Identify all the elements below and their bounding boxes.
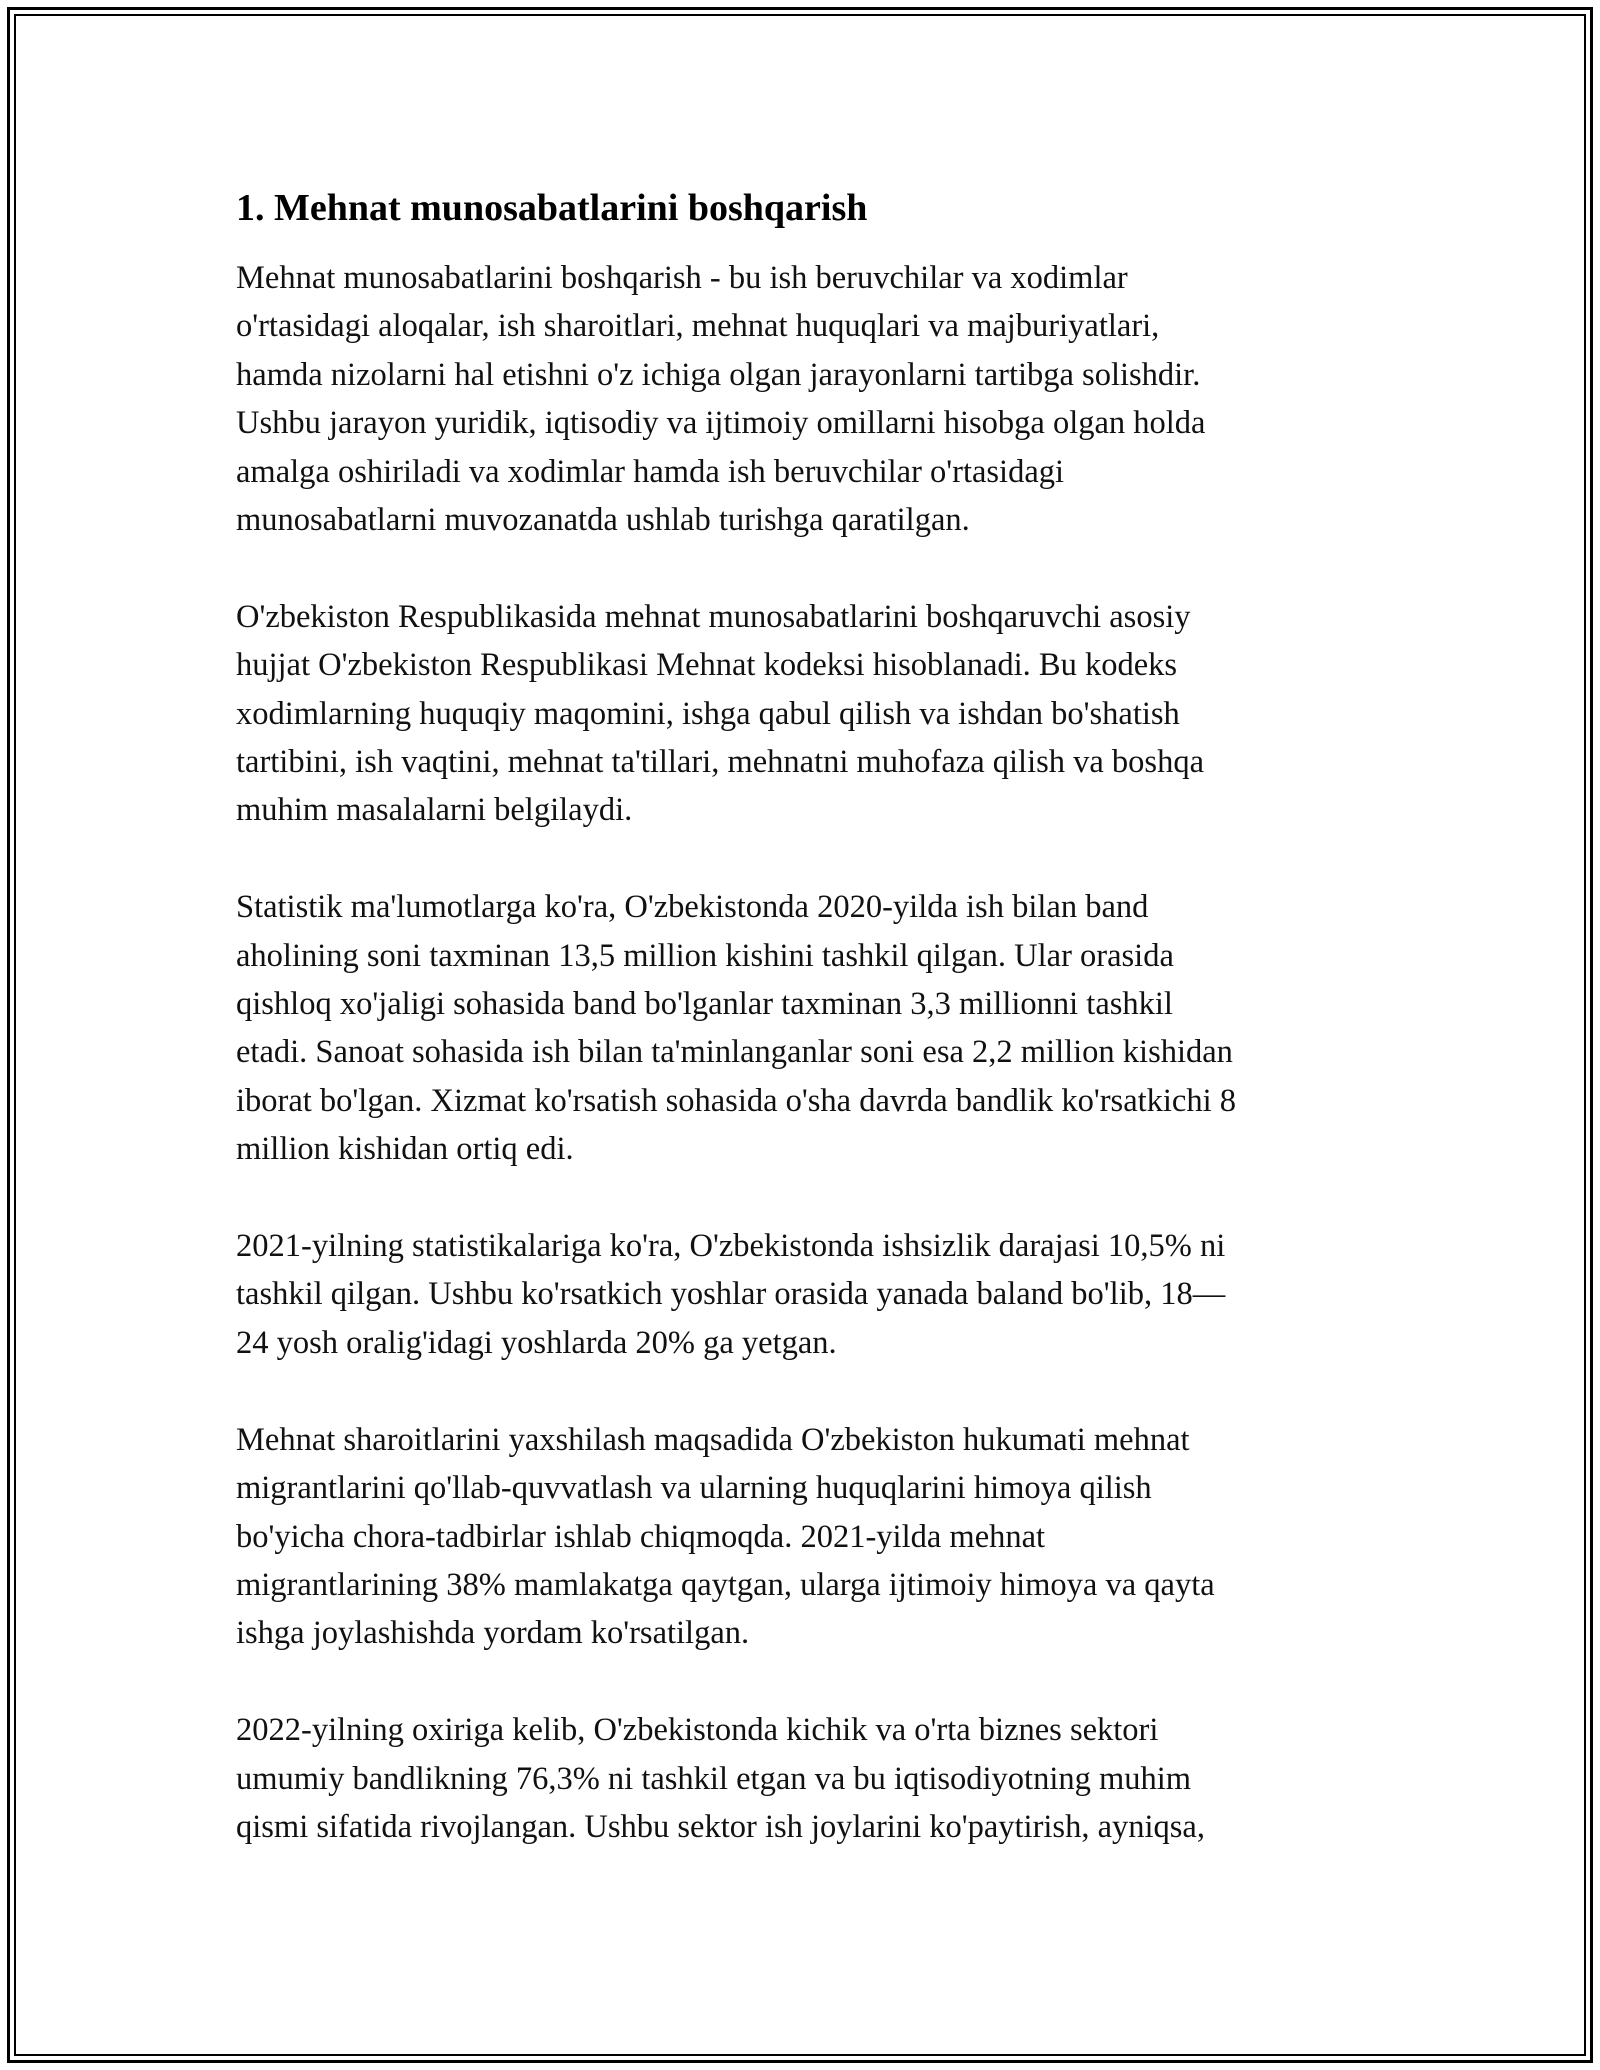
text-line: migrantlarining 38% mamlakatga qaytgan, ularga ijtimoiy himoya va qayta: [236, 1566, 1215, 1603]
text-line: 2021-yilning statistikalariga ko'ra, O'zbekistonda ishsizlik darajasi 10,5% ni: [236, 1228, 1226, 1265]
paragraph-6: [236, 1706, 1376, 1851]
text-line: aholining soni taxminan 13,5 million kishini tashkil qilgan. Ular orasida: [236, 937, 1174, 974]
document-body: [236, 184, 1376, 1900]
text-line: o'rtasidagi aloqalar, ish sharoitlari, mehnat huquqlari va majburiyatlari,: [236, 308, 1160, 345]
text-line: muhim masalalarni belgilaydi.: [236, 792, 633, 829]
text-line: qishloq xo'jaligi sohasida band bo'lganlar taxminan 3,3 millionni tashkil: [236, 986, 1173, 1023]
paragraph-1: [236, 254, 1376, 544]
text-line: 24 yosh oralig'idagi yoshlarda 20% ga yetgan.: [236, 1324, 837, 1361]
paragraph-4: [236, 1222, 1376, 1367]
text-line: tashkil qilgan. Ushbu ko'rsatkich yoshlar orasida yanada baland bo'lib, 18—: [236, 1276, 1226, 1313]
text-line: qismi sifatida rivojlangan. Ushbu sektor ish joylarini ko'paytirish, ayniqsa,: [236, 1808, 1205, 1845]
paragraph-3: [236, 883, 1376, 1173]
text-line: Mehnat munosabatlarini boshqarish - bu ish beruvchilar va xodimlar: [236, 260, 1128, 296]
text-line: migrantlarini qo'llab-quvvatlash va ularning huquqlarini himoya qilish: [236, 1470, 1152, 1507]
text-line: amalga oshiriladi va xodimlar hamda ish beruvchilar o'rtasidagi: [236, 453, 1065, 490]
text-line: munosabatlarni muvozanatda ushlab turishga qaratilgan.: [236, 502, 970, 539]
text-line: etadi. Sanoat sohasida ish bilan ta'minlanganlar soni esa 2,2 million kishidan: [236, 1034, 1233, 1071]
text-line: ishga joylashishda yordam ko'rsatilgan.: [236, 1615, 750, 1652]
text-line: Mehnat sharoitlarini yaxshilash maqsadida O'zbekiston hukumati mehnat: [236, 1421, 1190, 1458]
paragraph-5: [236, 1416, 1376, 1658]
text-line: tartibini, ish vaqtini, mehnat ta'tillari, mehnatni muhofaza qilish va boshqa: [236, 744, 1205, 781]
text-line: Statistik ma'lumotlarga ko'ra, O'zbekistonda 2020-yilda ish bilan band: [236, 889, 1149, 926]
text-line: hujjat O'zbekiston Respublikasi Mehnat kodeksi hisoblanadi. Bu kodeks: [236, 647, 1178, 684]
section-title: 1. Mehnat munosabatlarini boshqarish: [236, 187, 868, 229]
text-line: iborat bo'lgan. Xizmat ko'rsatish sohasida o'sha davrda bandlik ko'rsatkichi 8: [236, 1082, 1237, 1119]
text-line: million kishidan ortiq edi.: [236, 1131, 574, 1168]
text-line: Ushbu jarayon yuridik, iqtisodiy va ijtimoiy omillarni hisobga olgan holda: [236, 405, 1206, 442]
text-line: bo'yicha chora-tadbirlar ishlab chiqmoqda. 2021-yilda mehnat: [236, 1518, 1046, 1555]
text-line: hamda nizolarni hal etishni o'z ichiga olgan jarayonlarni tartibga solishdir.: [236, 356, 1201, 393]
text-line: umumiy bandlikning 76,3% ni tashkil etgan va bu iqtisodiyotning muhim: [236, 1760, 1192, 1797]
text-line: xodimlarning huquqiy maqomini, ishga qabul qilish va ishdan bo'shatish: [236, 695, 1180, 732]
text-line: O'zbekiston Respublikasida mehnat munosabatlarini boshqaruvchi asosiy: [236, 598, 1191, 635]
paragraph-2: [236, 593, 1376, 835]
text-line: 2022-yilning oxiriga kelib, O'zbekistonda kichik va o'rta biznes sektori: [236, 1712, 1159, 1749]
